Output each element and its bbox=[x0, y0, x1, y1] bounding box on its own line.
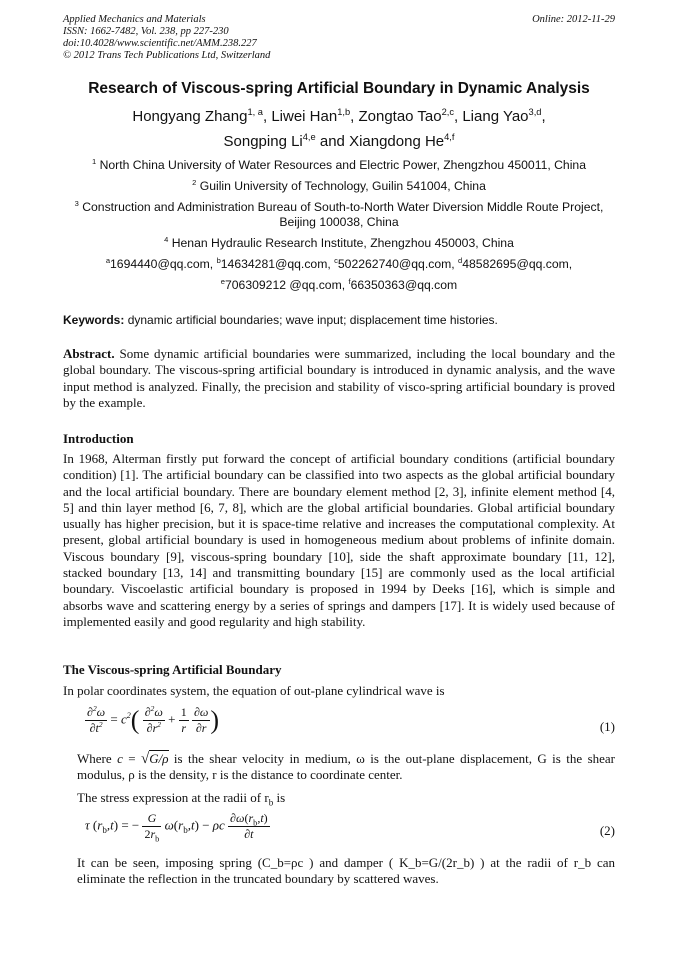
affil-num: 2 bbox=[192, 177, 197, 187]
author-affil-sup: 3,d bbox=[528, 107, 542, 117]
author-affil-sup: 1, a bbox=[247, 107, 263, 117]
affiliation bbox=[40, 157, 638, 173]
email-list bbox=[40, 256, 638, 272]
affil-text: Construction and Administration Bureau of South-to-North Water Diversion Middle Route Project, bbox=[82, 200, 604, 214]
author-name: Songping Li bbox=[223, 133, 303, 150]
author-sep: and bbox=[315, 133, 350, 150]
paper-title: Research of Viscous-spring Artificial Boundary in Dynamic Analysis bbox=[88, 80, 590, 97]
where-text: Where bbox=[77, 751, 118, 766]
author-sep: , bbox=[541, 108, 546, 125]
email-sup: d bbox=[458, 255, 463, 265]
keywords bbox=[63, 313, 615, 327]
keywords-text: dynamic artificial boundaries; wave input; displacement time histories. bbox=[124, 313, 498, 327]
affil-text: North China University of Water Resources and Electric Power, Zhengzhou 450011, China bbox=[99, 158, 586, 172]
email-sup: e bbox=[220, 276, 225, 286]
affiliation bbox=[30, 199, 648, 215]
where-paragraph: Where c = √G/ρ is the shear velocity in medium, ω is the out-plane displacement, G is the shear modulus, ρ is the density, r is the distance to coordinate center. bbox=[77, 751, 615, 783]
author-affil-sup: 4,e bbox=[302, 132, 316, 142]
email-list bbox=[40, 277, 638, 293]
journal-name: Applied Mechanics and Materials bbox=[63, 14, 206, 25]
author-name: Hongyang Zhang bbox=[132, 108, 248, 125]
where-text: is the shear velocity in medium, ω is the out-plane displacement, G is the shear modulus, ρ is the density, r is the distance to coordinate center. bbox=[77, 751, 615, 783]
affil-num: 4 bbox=[164, 234, 169, 244]
section-paragraph: In polar coordinates system, the equation of out-plane cylindrical wave is bbox=[63, 683, 445, 698]
email[interactable]: 706309212 @qq.com, bbox=[225, 278, 349, 292]
equation-1: $\frac{\partial^2\omega}{\partial t^2}$ = $c^2$( $\frac{\partial^2\omega}{\partial r^2}$ + $\frac{1}{r}$ $\frac{\partial\omega}{\partial r}$ ) (1) bbox=[87, 704, 615, 735]
journal-doi: doi:10.4028/www.scientific.net/AMM.238.227 bbox=[63, 38, 257, 49]
email-sup: a bbox=[105, 255, 111, 265]
abstract-text: Some dynamic artificial boundaries were summarized, including the local boundary and the global boundary. The viscous-spring artificial boundary is introduced in dynamic analysis, and the wave input method is analyzed. Finally, the precision and stability of visco-spring artificial boundary is proved by the example. bbox=[63, 346, 615, 410]
equation-number: (1) bbox=[599, 719, 615, 734]
affiliation-cont bbox=[40, 214, 638, 230]
stress-intro bbox=[63, 790, 615, 806]
author-sep: , bbox=[454, 108, 463, 125]
email-sup: f bbox=[348, 276, 351, 286]
section-heading: Introduction bbox=[63, 431, 134, 446]
email-sup: c bbox=[334, 255, 338, 265]
affiliation bbox=[40, 235, 638, 251]
author-sep: , bbox=[350, 108, 359, 125]
email[interactable]: 48582695@qq.com, bbox=[462, 257, 573, 271]
author-name: Xiangdong He bbox=[349, 133, 445, 150]
affil-text: Beijing 100038, China bbox=[279, 215, 399, 229]
author-list bbox=[30, 104, 648, 154]
author-affil-sup: 2,c bbox=[441, 107, 454, 117]
author-sep: , bbox=[262, 108, 272, 125]
author-name: Liwei Han bbox=[271, 108, 338, 125]
email-sup: b bbox=[216, 255, 221, 265]
affil-text: Henan Hydraulic Research Institute, Zhengzhou 450003, China bbox=[171, 236, 514, 250]
email[interactable]: 1694440@qq.com, bbox=[110, 257, 217, 271]
journal-header bbox=[63, 14, 615, 62]
author-affil-sup: 1,b bbox=[337, 107, 351, 117]
intro-paragraph: In 1968, Alterman firstly put forward the concept of artificial boundary conditions (artificial boundary condition) [1]. The artificial boundary can be classified into two aspects as the global artificial boundary and the local artificial boundary. There are boundary element method [2, 3], infinite element method [4, 5] and thin layer method [6, 7, 8], which are the global artificial boundaries. Global artificial boundary usually has higher precision, but it is space-time relative and increases the computational complexity. At present, global artificial boundary is used in homogeneous medium about problems of infinite domain. Viscous boundary [9], viscous-spring boundary [10], side the shaft approximate boundary [11, 12], stacked boundary [13, 14] and transmitting boundary [15] are commonly used as the local artificial boundary. Viscoelastic artificial boundary is proposed in 1994 by Deeks [16], which is simple and absorbs wave and scattering energy by a series of springs and dampers [17]. It is widely used because of implemented easily and good regularity and high stability. bbox=[63, 451, 615, 629]
final-paragraph: It can be seen, imposing spring (C_b=ρc ) and damper ( K_b=G/(2r_b) ) at the radii of r_b can eliminate the reflection in the truncated boundary by scattered waves. bbox=[77, 855, 615, 887]
author-name: Liang Yao bbox=[462, 108, 529, 125]
equation-number: (2) bbox=[599, 823, 615, 838]
stress-text: is bbox=[273, 790, 286, 805]
journal-issn: ISSN: 1662-7482, Vol. 238, pp 227-230 bbox=[63, 26, 229, 37]
affiliation bbox=[40, 178, 638, 194]
section-heading: The Viscous-spring Artificial Boundary bbox=[63, 662, 282, 677]
email[interactable]: 502262740@qq.com, bbox=[337, 257, 459, 271]
email[interactable]: 14634281@qq.com, bbox=[220, 257, 335, 271]
journal-copyright: © 2012 Trans Tech Publications Ltd, Switzerland bbox=[63, 50, 271, 61]
affil-num: 3 bbox=[74, 198, 79, 208]
affil-text: Guilin University of Technology, Guilin 541004, China bbox=[199, 179, 486, 193]
affil-num: 1 bbox=[92, 156, 97, 166]
author-affil-sup: 4,f bbox=[444, 132, 455, 142]
abstract bbox=[63, 346, 615, 411]
equation-2: τ $(r_b,t)$ = − $\frac{G}{2r_b}$ $\omega(r_b,t) - \rho c$ $\frac{\partial\omega(r_b,t)}{\partial t}$ (2) bbox=[85, 811, 615, 844]
stress-sub: b bbox=[268, 797, 274, 808]
keywords-label: Keywords: bbox=[63, 313, 125, 327]
email[interactable]: 66350363@qq.com bbox=[350, 278, 458, 292]
abstract-label: Abstract. bbox=[63, 346, 115, 361]
author-name: Zongtao Tao bbox=[358, 108, 442, 125]
stress-text: The stress expression at the radii of r bbox=[77, 790, 269, 805]
online-date: Online: 2012-11-29 bbox=[532, 14, 615, 25]
